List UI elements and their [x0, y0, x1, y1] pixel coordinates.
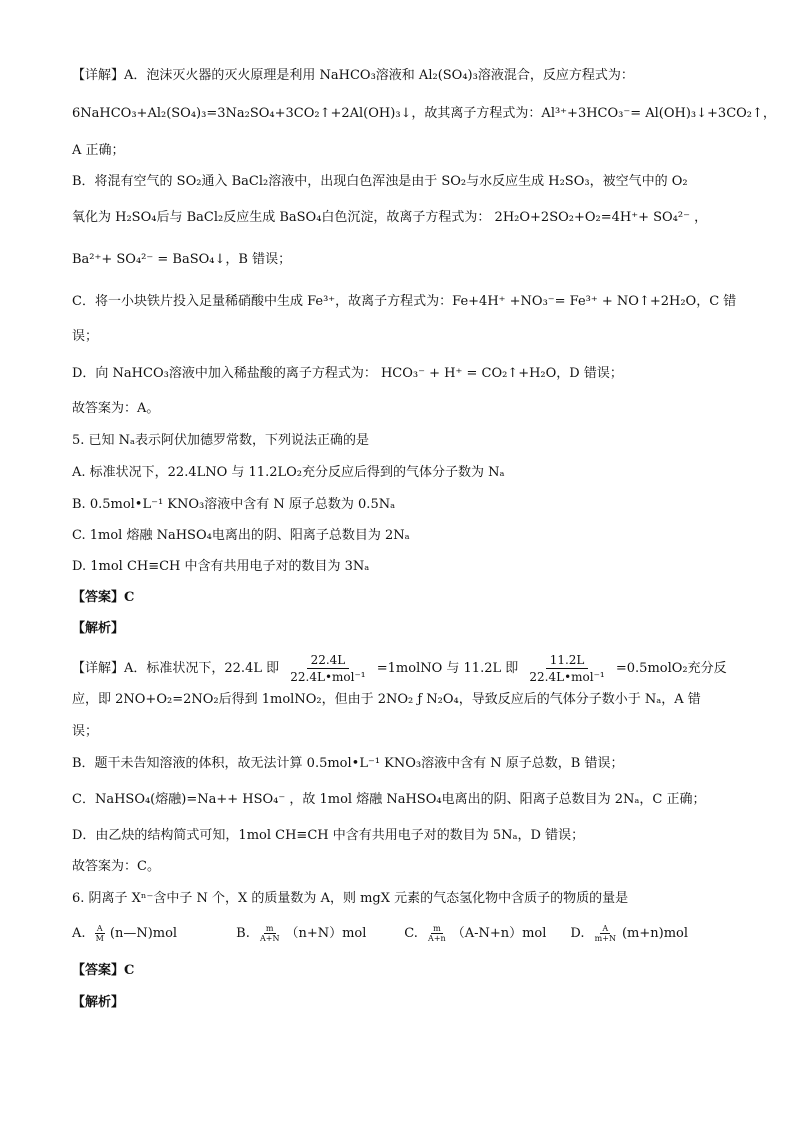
- fraction-numerator: 11.2L: [546, 652, 589, 669]
- fraction-numerator: A: [96, 924, 103, 933]
- fraction-numerator: m: [433, 924, 441, 933]
- question-5-option-a: A. 标准状况下，22.4LNO 与 11.2LO₂充分反应后得到的气体分子数为 Nₐ: [72, 465, 505, 480]
- option-fraction: [593, 924, 618, 943]
- text-line: 6NaHCO₃+Al₂(SO₄)₃=3Na₂SO₄+3CO₂↑+2Al(OH)₃↓，故其离子方程式为：Al³⁺+3HCO₃⁻= Al(OH)₃↓+3CO₂↑，: [72, 106, 776, 121]
- fraction-denominator: 22.4L•mol⁻¹: [290, 670, 366, 684]
- fraction-denominator: M: [95, 934, 104, 943]
- question-6-option-d: [570, 924, 688, 944]
- question-5-stem: 5. 已知 Nₐ表示阿伏加德罗常数，下列说法正确的是: [72, 433, 370, 448]
- fraction-numerator: 22.4L: [307, 652, 350, 669]
- option-label: D.: [570, 926, 585, 941]
- analysis-label: 【解析】: [72, 995, 125, 1010]
- analysis-label: 【解析】: [72, 621, 125, 636]
- text-line: D．向 NaHCO₃溶液中加入稀盐酸的离子方程式为： HCO₃⁻ + H⁺ = CO₂↑+H₂O，D 错误；: [72, 366, 623, 381]
- option-text: (n—N)mol: [109, 926, 178, 941]
- option-text: （n+N）mol: [285, 926, 367, 941]
- text-line: B．题干未告知溶液的体积，故无法计算 0.5mol•L⁻¹ KNO₃溶液中含有 N 原子总数，B 错误；: [72, 756, 624, 771]
- option-label: C.: [404, 926, 418, 941]
- question-6-option-c: [404, 924, 566, 944]
- text-line: B．将混有空气的 SO₂通入 BaCl₂溶液中，出现白色浑浊是由于 SO₂与水反应生成 H₂SO₃，被空气中的 O₂: [72, 174, 688, 189]
- question-5-option-c: C. 1mol 熔融 NaHSO₄电离出的阴、阳离子总数目为 2Nₐ: [72, 528, 410, 543]
- fraction-denominator: m+N: [594, 934, 616, 943]
- fraction-o2: [525, 652, 608, 685]
- option-text: (m+n)mol: [621, 926, 689, 941]
- text-line: 误；: [72, 724, 99, 739]
- question-6-option-a: [72, 924, 232, 944]
- detail-text: 【详解】A．标准状况下，22.4L 即: [72, 661, 280, 676]
- option-label: B.: [236, 926, 250, 941]
- text-line: 应，即 2NO+O₂=2NO₂后得到 1molNO₂，但由于 2NO₂ ƒ N₂O₄，导致反应后的气体分子数小于 Nₐ，A 错: [72, 692, 701, 707]
- text-line: Ba²⁺+ SO₄²⁻ = BaSO₄↓，B 错误；: [72, 252, 292, 267]
- detail-text: =0.5molO₂充分反: [615, 661, 727, 676]
- question-5-option-d: D. 1mol CH≡CH 中含有共用电子对的数目为 3Nₐ: [72, 559, 370, 574]
- question-5-option-b: B. 0.5mol•L⁻¹ KNO₃溶液中含有 N 原子总数为 0.5Nₐ: [72, 497, 396, 512]
- fraction-denominator: 22.4L•mol⁻¹: [529, 670, 605, 684]
- text-line: 故答案为：A。: [72, 401, 160, 416]
- text-line: D．由乙炔的结构简式可知，1mol CH≡CH 中含有共用电子对的数目为 5Nₐ，D 错误；: [72, 828, 585, 843]
- fraction-numerator: A: [602, 924, 609, 933]
- fraction-numerator: m: [265, 924, 274, 933]
- text-line: C．NaHSO₄(熔融)=Na++ HSO₄⁻ ，故 1mol 熔融 NaHSO₄电离出的阴、阳离子总数目为 2Nₐ，C 正确；: [72, 792, 706, 807]
- detail-line-fractions: [72, 652, 727, 685]
- option-fraction: [426, 924, 448, 943]
- text-line: 氧化为 H₂SO₄后与 BaCl₂反应生成 BaSO₄白色沉淀，故离子方程式为： 2H₂O+2SO₂+O₂=4H⁺+ SO₄²⁻ ，: [72, 210, 708, 225]
- answer-label: 【答案】C: [72, 590, 135, 605]
- option-text: （A-N+n）mol: [451, 926, 547, 941]
- text-line: 误；: [72, 329, 99, 344]
- fraction-denominator: A+N: [259, 934, 280, 943]
- option-fraction: [94, 924, 106, 943]
- text-line: 故答案为：C。: [72, 859, 160, 874]
- fraction-no: [286, 652, 369, 685]
- answer-label: 【答案】C: [72, 963, 135, 978]
- text-line: A 正确；: [72, 143, 125, 158]
- fraction-denominator: A+n: [428, 934, 446, 943]
- text-line: 【详解】A．泡沫灭火器的灭火原理是利用 NaHCO₃溶液和 Al₂(SO₄)₃溶液混合，反应方程式为：: [72, 68, 634, 83]
- question-6-options: [72, 924, 722, 944]
- text-line: C．将一小块铁片投入足量稀硝酸中生成 Fe³⁺，故离子方程式为：Fe+4H⁺ +NO₃⁻= Fe³⁺ + NO↑+2H₂O，C 错: [72, 294, 737, 309]
- question-6-option-b: [236, 924, 400, 944]
- question-6-stem: 6. 阴离子 Xⁿ⁻含中子 N 个，X 的质量数为 A，则 mgX 元素的气态氢化物中含质子的物质的量是: [72, 891, 629, 906]
- option-fraction: [258, 924, 281, 943]
- option-label: A.: [72, 926, 86, 941]
- detail-text: =1molNO 与 11.2L 即: [376, 661, 519, 676]
